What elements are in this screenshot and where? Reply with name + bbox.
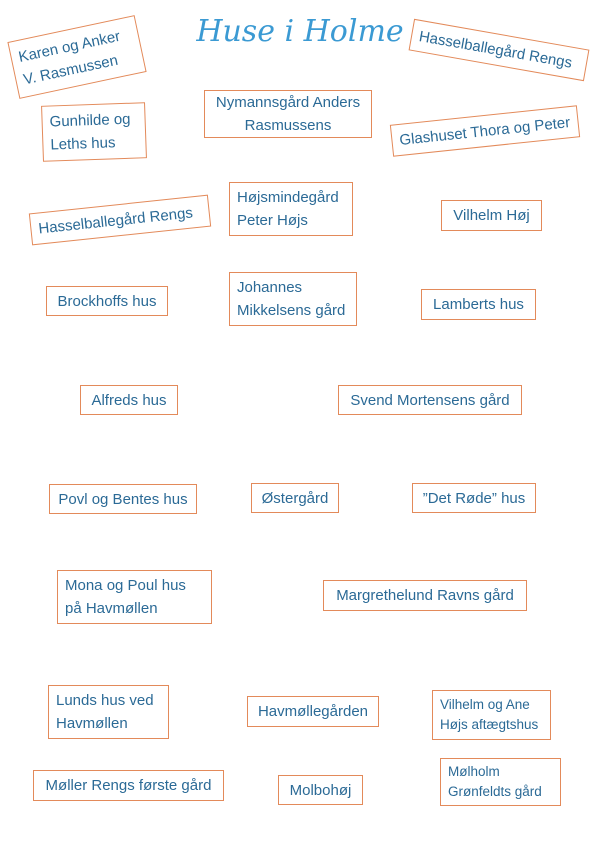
- label-margrethelund: Margrethelund Ravns gård: [323, 580, 527, 611]
- label-glashuset: Glashuset Thora og Peter: [390, 105, 580, 156]
- label-moeller-rengs: Møller Rengs første gård: [33, 770, 224, 801]
- label-vilhelm-og-ane: Vilhelm og Ane Højs aftægtshus: [432, 690, 551, 740]
- label-povl-og-bentes: Povl og Bentes hus: [49, 484, 197, 514]
- label-havmoellegaarden: Havmøllegården: [247, 696, 379, 727]
- label-svend-mortensens: Svend Mortensens gård: [338, 385, 522, 415]
- label-brockhoffs-hus: Brockhoffs hus: [46, 286, 168, 316]
- label-alfreds-hus: Alfreds hus: [80, 385, 178, 415]
- label-lunds-hus: Lunds hus ved Havmøllen: [48, 685, 169, 739]
- label-hoejsmindegaard: Højsmindegård Peter Højs: [229, 182, 353, 236]
- label-nymannsgaard: Nymannsgård Anders Rasmussens: [204, 90, 372, 138]
- label-gunhilde-og-leths: Gunhilde og Leths hus: [41, 102, 147, 162]
- label-hasselballegaard-rengs-top: Hasselballegård Rengs: [409, 19, 590, 81]
- label-johannes-mikkelsens: Johannes Mikkelsens gård: [229, 272, 357, 326]
- page-title: Huse i Holme: [196, 14, 404, 49]
- label-vilhelm-hoej: Vilhelm Høj: [441, 200, 542, 231]
- label-moelholm: Mølholm Grønfeldts gård: [440, 758, 561, 806]
- label-oestergaard: Østergård: [251, 483, 339, 513]
- label-molbohoej: Molbohøj: [278, 775, 363, 805]
- label-mona-og-poul: Mona og Poul hus på Havmøllen: [57, 570, 212, 624]
- label-lamberts-hus: Lamberts hus: [421, 289, 536, 320]
- label-hasselballegaard-rengs-left: Hasselballegård Rengs: [29, 195, 211, 246]
- label-det-roede-hus: ”Det Røde” hus: [412, 483, 536, 513]
- label-karen-og-anker: Karen og Anker V. Rasmussen: [7, 15, 146, 99]
